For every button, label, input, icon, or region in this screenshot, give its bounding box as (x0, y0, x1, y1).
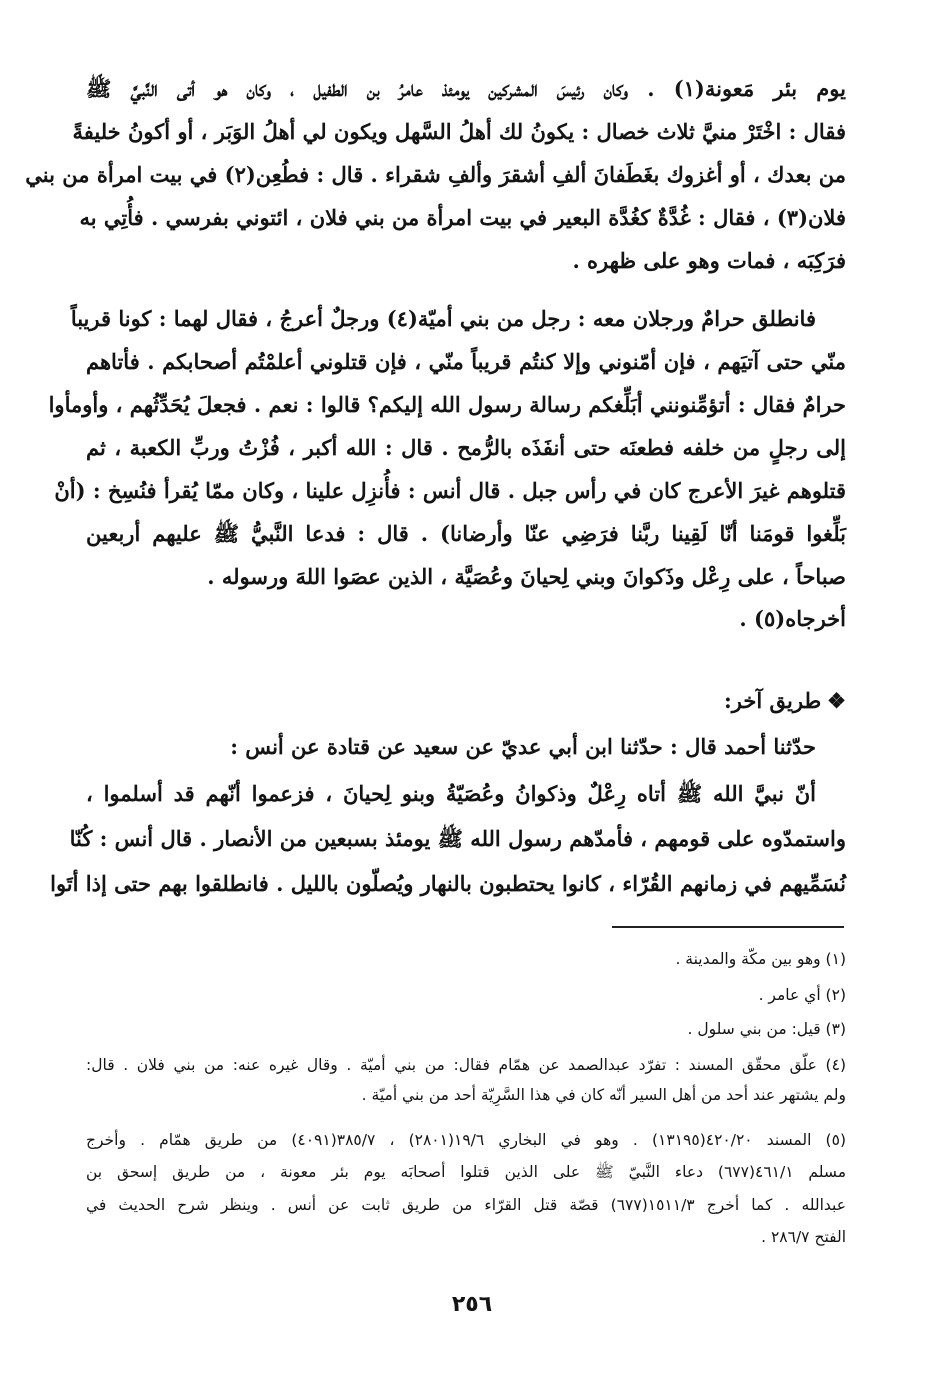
footnote: الفتح ٢٨٦/٧ . (761, 1228, 846, 1246)
body-line: بَلِّغوا قومَنا أنّا لَقِينا ربَّنا فرَضِي عنّا وأرضانا) . قال : فدعا النَّبيُّ ﷺ عليهم أربعين (86, 521, 846, 546)
body-line: قتلوهم غيرَ الأعرج كان في رأس جبل . قال أنس : فأُنزِل علينا ، وكان ممّا يُقرأ فنُسِخ : (أنْ (54, 478, 846, 503)
footnote: (١) وهو بين مكّة والمدينة . (675, 950, 846, 968)
body-line: صباحاً ، على رِعْل وذَكوانَ وبني لِحيانَ وعُصَيَّة ، الذين عصَوا اللهَ ورسوله . (207, 564, 846, 589)
body-line: أخرجاه(٥) . (739, 606, 846, 631)
body-line: أنّ نبيَّ الله ﷺ أتاه رِعْلٌ وذكوانُ وعُصَيّةُ وبنو لِحيانَ ، فزعموا أنّهم قد أسلموا ، (86, 781, 816, 806)
body-line: حدّثنا أحمد قال : حدّثنا ابن أبي عديّ عن سعيد عن قتادة عن أنس : (230, 734, 816, 759)
body-line: فانطلق حرامٌ ورجلان معه : رجل من بني أميّة(٤) ورجلٌ أعرجُ ، فقال لهما : كونا قريباً (70, 306, 816, 331)
footnote: عبدالله . كما أخرج ١٥١١/٣(٦٧٧) قصّة قتل القرّاء من طريق ثابت عن أنس . وينظر شرح الحديث في (86, 1196, 846, 1214)
section-heading-text: طريق آخر: (724, 688, 822, 713)
body-line: فلان(٣) ، فقال : غُدَّةٌ كغُدَّة البعير في بيت امرأة من بني فلان ، ائتوني بفرسي . فأُتِي به (79, 205, 846, 230)
body-line: نُسَمِّيهم في زمانهم القُرّاء ، كانوا يحتطبون بالنهار ويُصلّون بالليل . فانطلقوا بهم حتى إذا أتَوا (50, 871, 846, 896)
body-line: فقال : اخْتَرْ منيَّ ثلاث خصال : يكونُ لك أهلُ السَّهل ويكون لي أهلُ الوَبَر ، أو أكونُ خليفةً (72, 119, 846, 144)
footnote: (٥) المسند ٤٢٠/٢٠(١٣١٩٥) . وهو في البخاري ١٩/٦(٢٨٠١) ، ٣٨٥/٧(٤٠٩١) من طريق همّام . وأخرج (86, 1131, 846, 1149)
page-number: ٢٥٦ (451, 1292, 493, 1317)
body-line: من بعدك ، أو أغزوك بغَطَفانَ ألفِ أشقرَ وألفِ شقراء . قال : فطُعِن(٢) في بيت امرأة من بني (25, 162, 846, 187)
footnote: (٣) قيل: من بني سلول . (687, 1020, 846, 1038)
body-line: فرَكِبَه ، فمات وهو على ظهره . (572, 248, 846, 273)
heading-marker-icon: ❖ (827, 688, 846, 713)
body-line: يوم بئر مَعونة(١) . وكان رئيسَ المشركين يومئذ عامرُ بن الطفيل ، وكان هو أتى النَّبيَّ ﷺ (86, 76, 846, 101)
body-line: إلى رجلٍ من خلفه فطعنَه حتى أنفَذَه بالرُّمح . قال : الله أكبر ، فُزْتُ وربِّ الكعبة ، ثم (86, 435, 846, 460)
footnote-divider (612, 926, 844, 928)
footnote: (٤) علّق محقّق المسند : تفرّد عبدالصمد عن همّام فقال: من بني أميّة . وقال غيره عنه: من بني فلان . قال: (86, 1056, 846, 1074)
body-line: واستمدّوه على قومهم ، فأمدّهم رسول الله ﷺ يومئذ بسبعين من الأنصار . قال أنس : كُنّا (69, 826, 846, 851)
footnote: ولم يشتهر عند أحد من أهل السير أنّه كان في هذا السَّرِيّة أحد من بني أميّة . (361, 1086, 846, 1104)
body-line: حرامٌ فقال : أتؤمِّنونني أبَلِّغكم رسالة رسول الله إليكم؟ قالوا : نعم . فجعلَ يُحَدِّثُهم ، وأومأوا (48, 392, 846, 417)
body-line: منّي حتى آتيَهم ، فإن أمّنوني وإلا كنتُم قريباً منّي ، فإن قتلوني أعلمْتُم أصحابكم . فأتاهم (86, 349, 846, 374)
footnote: (٢) أي عامر . (758, 986, 846, 1004)
section-heading (86, 682, 846, 720)
footnote: مسلم ٤٦١/١(٦٧٧) دعاء النَّبيّ ﷺ على الذين قتلوا أصحابَه يوم بئر معونة ، من طريق إسحق بن (86, 1163, 846, 1181)
